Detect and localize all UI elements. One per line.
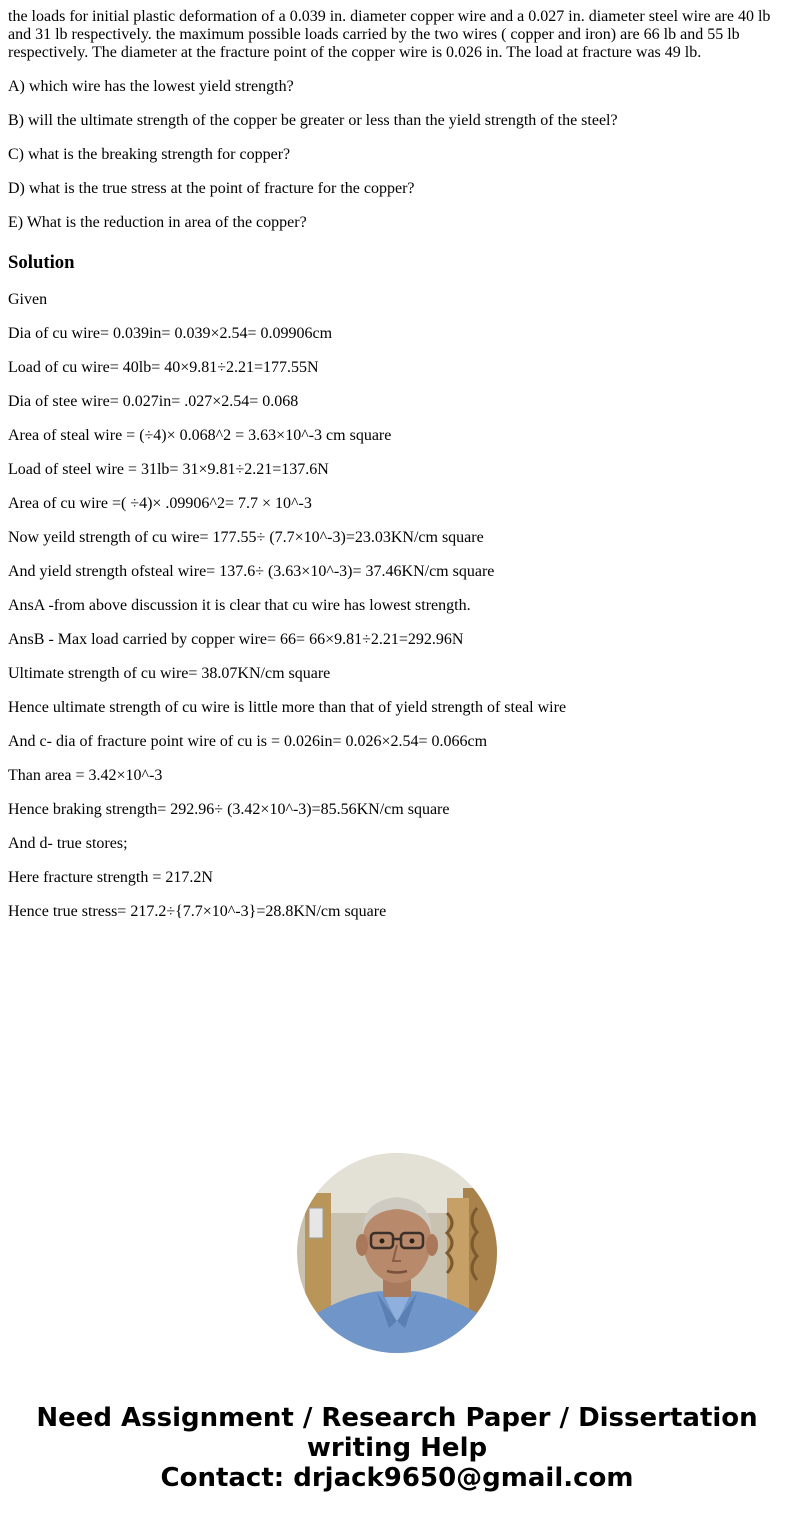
- question-part-b: B) will the ultimate strength of the copper be greater or less than the yield strength of the steel?: [8, 112, 618, 129]
- question-text: the loads for initial plastic deformation of a 0.039 in. diameter copper wire and a 0.027 in. diameter steel wire are 40 lb and 31 lb respectively. the maximum possible loads carried by the two wires ( copper and iron) are 66 lb and 55 lb respectively. The diameter at the fracture point of the copper wire is 0.026 in. The load at fracture was 49 lb.: [8, 8, 771, 61]
- question-part-a: A) which wire has the lowest yield strength?: [8, 78, 294, 95]
- promo-line-1: Need Assignment / Research Paper / Dissertation: [36, 1403, 758, 1433]
- question-part-d: D) what is the true stress at the point of fracture for the copper?: [8, 180, 415, 197]
- solution-line: Ultimate strength of cu wire= 38.07KN/cm square: [8, 665, 331, 682]
- solution-heading: Solution: [8, 252, 75, 273]
- solution-line: And c- dia of fracture point wire of cu is = 0.026in= 0.026×2.54= 0.066cm: [8, 733, 488, 750]
- question-part-e: E) What is the reduction in area of the copper?: [8, 214, 307, 231]
- promo-line-2: writing Help: [306, 1433, 488, 1463]
- solution-lines: [8, 291, 786, 921]
- solution-line: And yield strength ofsteal wire= 137.6÷ (3.63×10^-3)= 37.46KN/cm square: [8, 563, 495, 580]
- solution-line: Dia of cu wire= 0.039in= 0.039×2.54= 0.09906cm: [8, 325, 333, 342]
- promo-contact: Contact: drjack9650@gmail.com: [160, 1463, 634, 1493]
- solution-line: Hence ultimate strength of cu wire is little more than that of yield strength of steal wire: [8, 699, 567, 716]
- author-avatar: [297, 1153, 497, 1353]
- solution-line: Area of cu wire =( ÷4)× .09906^2= 7.7 × 10^-3: [8, 495, 312, 512]
- author-photo-illustration: [297, 1153, 497, 1353]
- solution-line: Hence true stress= 217.2÷{7.7×10^-3}=28.8KN/cm square: [8, 903, 387, 920]
- solution-line: Area of steal wire = (÷4)× 0.068^2 = 3.63×10^-3 cm square: [8, 427, 392, 444]
- question-parts: [8, 78, 786, 232]
- question-part-c: C) what is the breaking strength for copper?: [8, 146, 291, 163]
- document-body: [8, 8, 786, 921]
- solution-line: Than area = 3.42×10^-3: [8, 767, 163, 784]
- solution-line: And d- true stores;: [8, 835, 128, 852]
- solution-line: Dia of stee wire= 0.027in= .027×2.54= 0.068: [8, 393, 299, 410]
- promo-banner: [0, 1403, 794, 1493]
- solution-line: Hence braking strength= 292.96÷ (3.42×10^-3)=85.56KN/cm square: [8, 801, 450, 818]
- solution-line: Load of steel wire = 31lb= 31×9.81÷2.21=137.6N: [8, 461, 329, 478]
- solution-line: AnsB - Max load carried by copper wire= 66= 66×9.81÷2.21=292.96N: [8, 631, 464, 648]
- solution-line: Here fracture strength = 217.2N: [8, 869, 213, 886]
- solution-line: AnsA -from above discussion it is clear that cu wire has lowest strength.: [8, 597, 471, 614]
- solution-line: Load of cu wire= 40lb= 40×9.81÷2.21=177.55N: [8, 359, 319, 376]
- solution-line: Now yeild strength of cu wire= 177.55÷ (7.7×10^-3)=23.03KN/cm square: [8, 529, 484, 546]
- solution-line: Given: [8, 291, 48, 308]
